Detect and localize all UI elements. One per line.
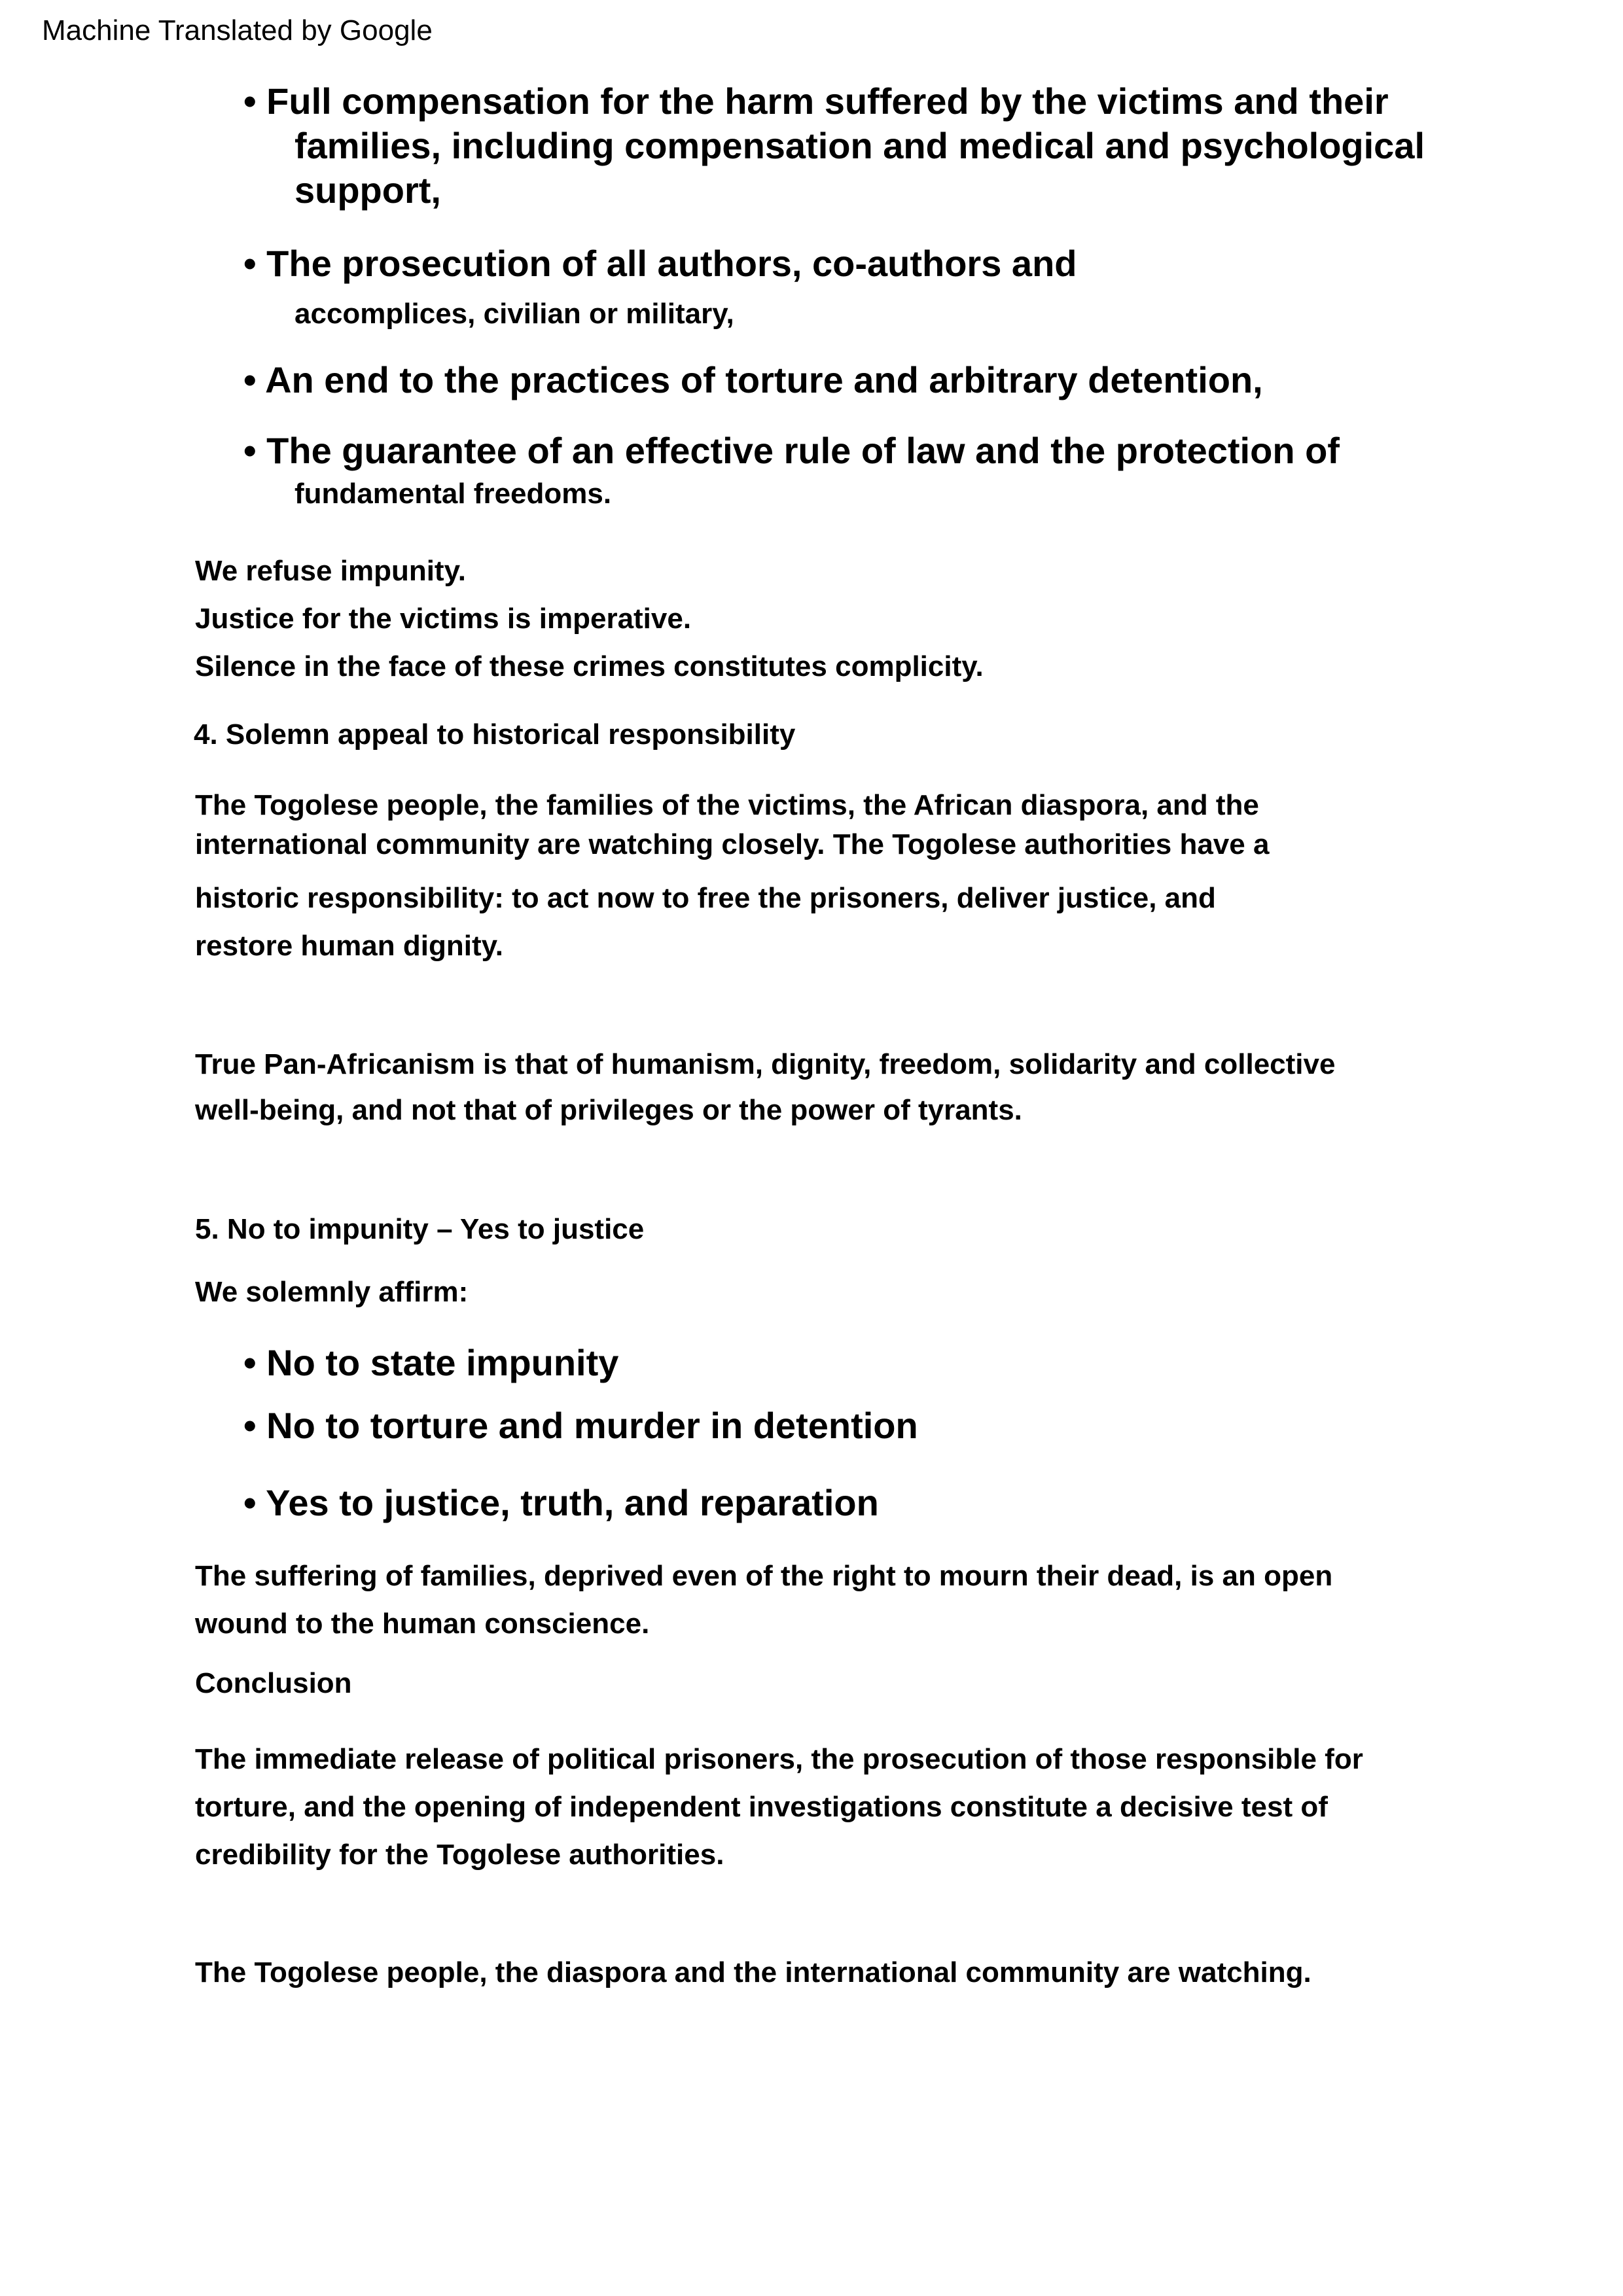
paragraph-line: well-being, and not that of privileges or the power of tyrants. (195, 1094, 1022, 1126)
paragraph-line: The immediate release of political prisoners, the prosecution of those responsible for (195, 1743, 1363, 1775)
paragraph-line: The suffering of families, deprived even of the right to mourn their dead, is an open (195, 1560, 1333, 1592)
demand-line: support, (294, 169, 441, 211)
paragraph-line: international community are watching closely. The Togolese authorities have a (195, 828, 1270, 860)
paragraph-line: credibility for the Togolese authorities. (195, 1839, 724, 1871)
affirmation-bullet: • Yes to justice, truth, and reparation (243, 1482, 879, 1523)
paragraph-line: torture, and the opening of independent investigations constitute a decisive test of (195, 1791, 1328, 1823)
paragraph-line: True Pan-Africanism is that of humanism, dignity, freedom, solidarity and collective (195, 1048, 1336, 1080)
paragraph-line: wound to the human conscience. (195, 1608, 650, 1640)
refusal-statement: Justice for the victims is imperative. (195, 603, 692, 635)
demand-line: • The guarantee of an effective rule of law and the protection of (243, 430, 1340, 471)
paragraph-line: historic responsibility: to act now to free the prisoners, deliver justice, and (195, 882, 1216, 914)
refusal-statement: Silence in the face of these crimes constitutes complicity. (195, 650, 984, 682)
demand-line: accomplices, civilian or military, (294, 298, 734, 330)
section-5-heading: 5. No to impunity – Yes to justice (195, 1213, 645, 1245)
affirmation-bullet: • No to torture and murder in detention (243, 1405, 918, 1446)
section-4-heading: 4. Solemn appeal to historical responsibility (194, 718, 796, 751)
conclusion-heading: Conclusion (195, 1667, 352, 1699)
machine-translation-banner: Machine Translated by Google (42, 14, 433, 46)
affirmation-bullet: • No to state impunity (243, 1342, 619, 1383)
demand-line: • An end to the practices of torture and arbitrary detention, (243, 359, 1263, 400)
paragraph-line: The Togolese people, the families of the victims, the African diaspora, and the (195, 789, 1259, 821)
affirm-intro: We solemnly affirm: (195, 1276, 469, 1308)
demand-line: • Full compensation for the harm suffered by the victims and their (243, 80, 1389, 122)
refusal-statement: We refuse impunity. (195, 555, 467, 587)
demand-line: fundamental freedoms. (294, 478, 612, 510)
closing-statement: The Togolese people, the diaspora and the international community are watching. (195, 1956, 1311, 1988)
demand-line: families, including compensation and medical and psychological (294, 125, 1425, 166)
demand-line: • The prosecution of all authors, co-authors and (243, 243, 1077, 284)
paragraph-line: restore human dignity. (195, 930, 504, 962)
